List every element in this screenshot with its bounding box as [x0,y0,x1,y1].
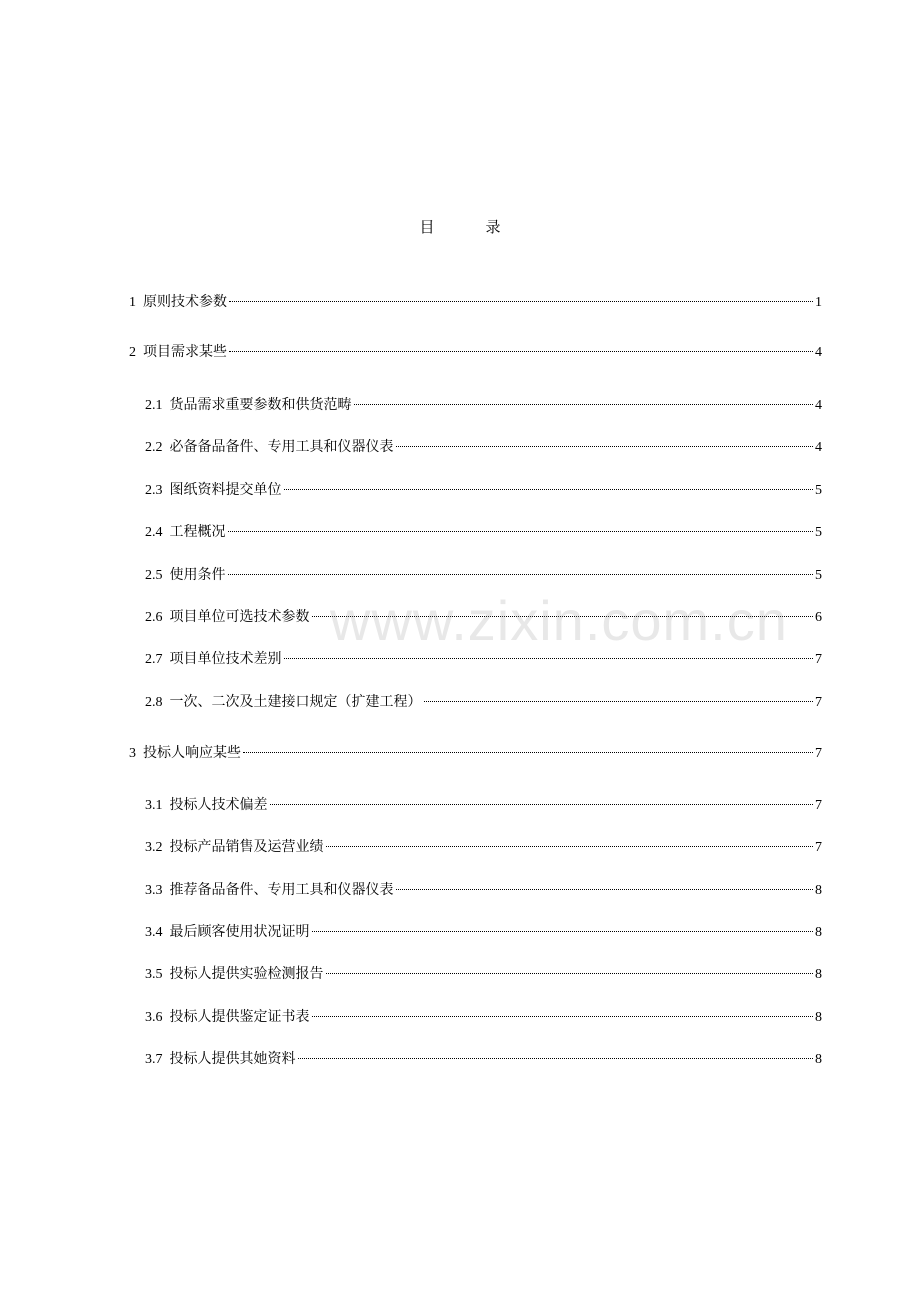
toc-entry-page: 8 [815,883,822,898]
toc-entry[interactable] [129,294,822,312]
toc-leader [424,701,814,702]
toc-entry-page: 8 [815,925,822,940]
toc-entry-text: 投标人提供其她资料 [169,1052,296,1067]
toc-entry-text: 一次、二次及土建接口规定（扩建工程） [169,695,422,710]
toc-entry-page: 7 [815,695,822,710]
toc-entry-number: 2.4 [145,525,163,540]
toc-entry-page: 1 [815,295,822,310]
toc-entry-page: 8 [815,1010,822,1025]
toc-leader [396,446,814,447]
toc-entry[interactable] [129,344,822,362]
toc-leader [270,804,814,805]
toc-entry[interactable] [145,882,822,900]
toc-entry-text: 最后顾客使用状况证明 [169,925,310,940]
toc-entry[interactable] [145,839,822,857]
toc-leader [229,301,813,302]
toc-entry[interactable] [145,1051,822,1069]
toc-entry-text: 投标人提供鉴定证书表 [169,1010,310,1025]
toc-entry-number: 3.4 [145,925,163,940]
toc-entry[interactable] [145,609,822,627]
toc-leader [284,489,814,490]
toc-leader [229,351,813,352]
toc-entry-number: 2 [129,345,136,360]
toc-entry-page: 7 [815,798,822,813]
toc-leader [228,531,814,532]
toc-entry-page: 5 [815,568,822,583]
toc-entry[interactable] [145,1009,822,1027]
toc-entry-page: 7 [815,652,822,667]
toc-entry-number: 2.8 [145,695,163,710]
toc-entry-page: 7 [815,840,822,855]
toc-entry-number: 2.2 [145,440,163,455]
toc-entry-number: 2.3 [145,483,163,498]
toc-entry-text: 必备备品备件、专用工具和仪器仪表 [169,440,394,455]
toc-entry[interactable] [145,524,822,542]
toc-entry[interactable] [145,694,822,712]
toc-entry-number: 3.5 [145,967,163,982]
toc-entry-text: 投标人技术偏差 [169,798,268,813]
toc-entry-number: 3.6 [145,1010,163,1025]
toc-entry-number: 2.6 [145,610,163,625]
toc-leader [243,752,813,753]
toc-leader [354,404,814,405]
toc-entry-page: 4 [815,440,822,455]
toc-leader [298,1058,814,1059]
toc-leader [312,1016,814,1017]
toc-entry[interactable] [145,797,822,815]
toc-entry-text: 项目单位技术差别 [169,652,282,667]
toc-entry[interactable] [145,651,822,669]
toc-entry-text: 投标人提供实验检测报告 [169,967,324,982]
toc-entry-text: 推荐备品备件、专用工具和仪器仪表 [169,883,394,898]
toc-entry[interactable] [129,745,822,763]
toc-entry-number: 1 [129,295,136,310]
toc-entry-text: 货品需求重要参数和供货范畴 [169,398,352,413]
toc-entry[interactable] [145,482,822,500]
toc-entry-page: 5 [815,483,822,498]
toc-leader [326,846,814,847]
toc-entry-page: 4 [815,398,822,413]
toc-entry[interactable] [145,567,822,585]
toc-entry-page: 8 [815,1052,822,1067]
toc-entry[interactable] [145,439,822,457]
toc-entry-page: 5 [815,525,822,540]
toc-entry-text: 项目需求某些 [143,345,227,360]
toc-entry-page: 6 [815,610,822,625]
toc-entry-text: 使用条件 [169,568,226,583]
toc-entry-text: 投标产品销售及运营业绩 [169,840,324,855]
toc-leader [312,931,814,932]
toc-leader [312,616,814,617]
toc-entry[interactable] [145,966,822,984]
toc-title: 目 录 [419,220,519,236]
toc-entry-number: 3.2 [145,840,163,855]
toc-entry-number: 2.1 [145,398,163,413]
toc-entry-number: 2.5 [145,568,163,583]
toc-leader [326,973,814,974]
toc-entry-page: 7 [815,746,822,761]
toc-entry-text: 项目单位可选技术参数 [169,610,310,625]
toc-leader [284,658,814,659]
toc-entry-number: 3.1 [145,798,163,813]
toc-entry-text: 图纸资料提交单位 [169,483,282,498]
toc-entry-page: 4 [815,345,822,360]
toc-entry-number: 3.3 [145,883,163,898]
toc-entry-page: 8 [815,967,822,982]
toc-entry-number: 3 [129,746,136,761]
toc-entry[interactable] [145,924,822,942]
toc-leader [396,889,814,890]
toc-entry-number: 3.7 [145,1052,163,1067]
toc-entry-text: 投标人响应某些 [143,746,241,761]
toc-entry-number: 2.7 [145,652,163,667]
toc-entry-text: 工程概况 [169,525,226,540]
toc-entry-text: 原则技术参数 [143,295,227,310]
watermark: www.zixin.com.cn [330,589,788,652]
toc-leader [228,574,814,575]
toc-entry[interactable] [145,397,822,415]
